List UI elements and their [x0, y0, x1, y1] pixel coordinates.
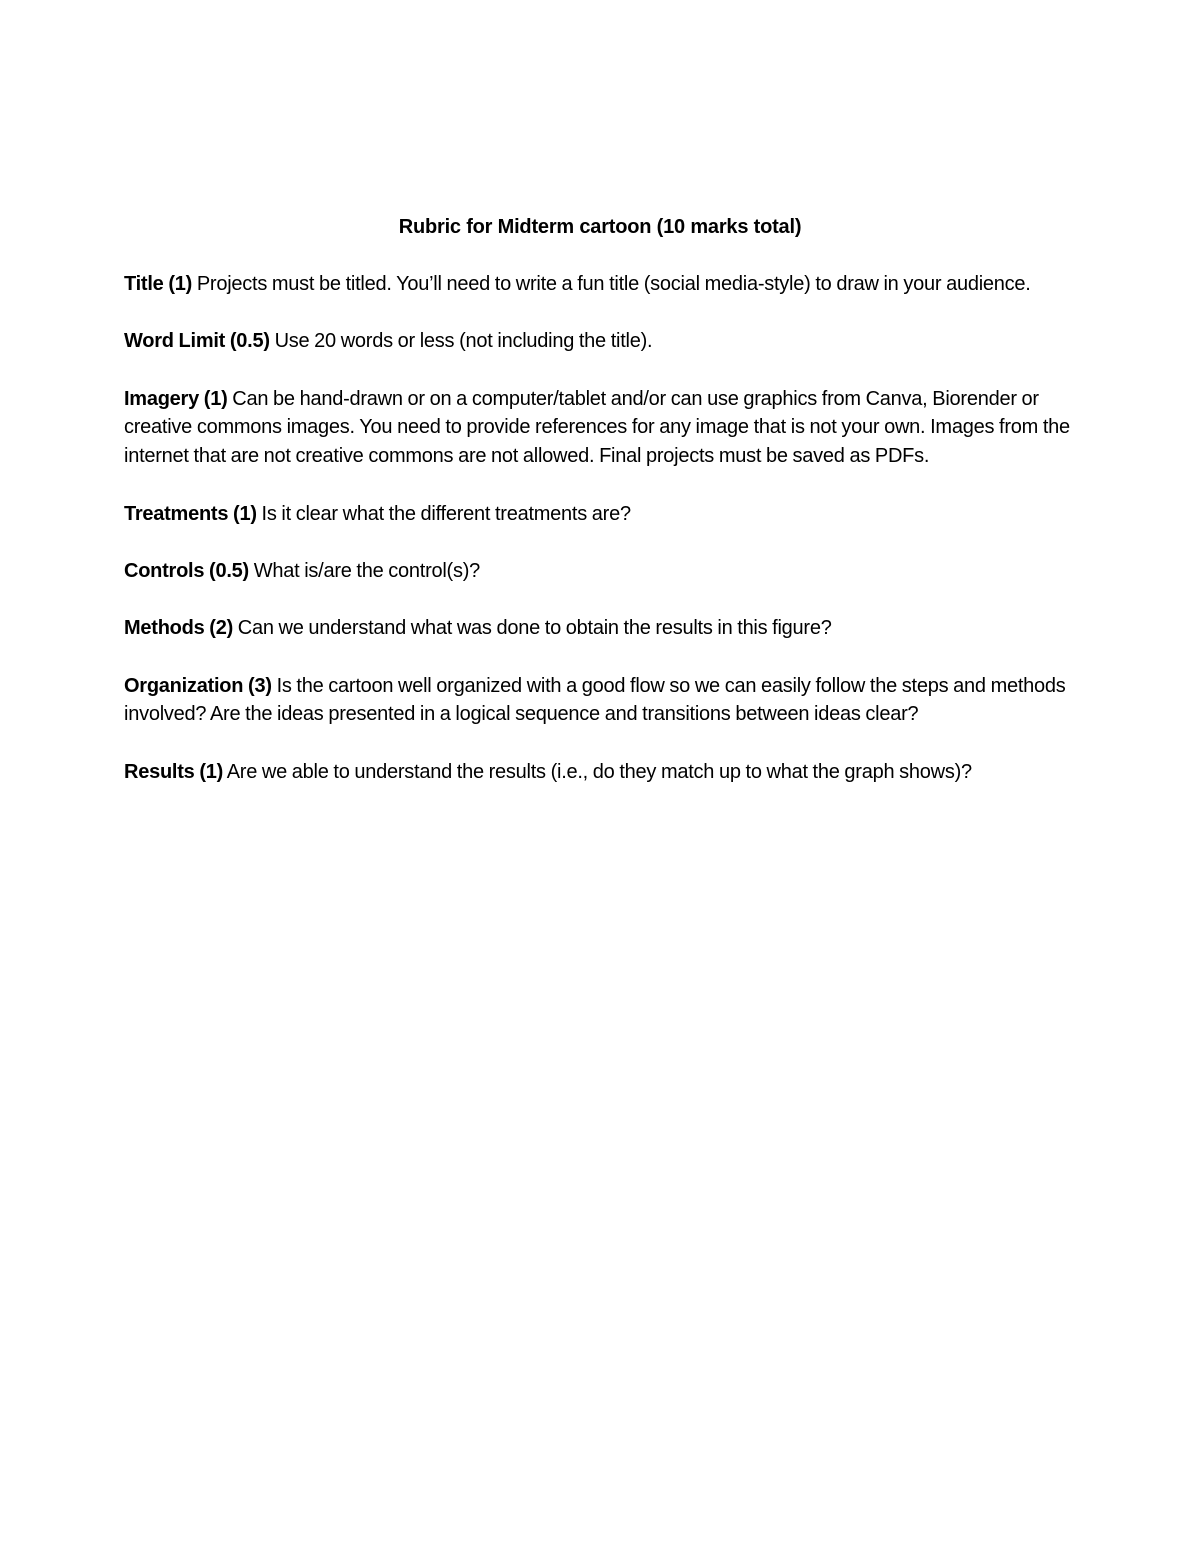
criterion-word-limit: [124, 327, 1074, 356]
document-title: Rubric for Midterm cartoon (10 marks total): [398, 216, 802, 238]
criterion-points: (1): [203, 387, 228, 410]
criterion-description: Is the cartoon well organized with a good flow so we can easily follow the steps and methods involved? Are the ideas presented in a logical sequence and transitions between ideas clear?: [124, 674, 1066, 726]
criterion-description: Can be hand-drawn or on a computer/tablet and/or can use graphics from Canva, Biorender or creative commons images. You need to provide references for any image that is not your own. Images from the internet that are not creative commons are not allowed. Final projects must be saved as PDFs.: [124, 387, 1070, 468]
criterion-title: [124, 270, 1074, 299]
criterion-imagery: [124, 385, 1074, 471]
rubric-criteria-list: [124, 270, 1074, 815]
criterion-points: (2): [209, 617, 233, 640]
criterion-points: (1): [199, 760, 224, 783]
criterion-treatments: [124, 500, 1074, 529]
criterion-name: Treatments: [124, 502, 229, 525]
criterion-description: Is it clear what the different treatments are?: [261, 502, 631, 525]
criterion-name: Controls: [124, 559, 205, 582]
criterion-description: Projects must be titled. You’ll need to write a fun title (social media-style) to draw in your audience.: [196, 273, 1031, 295]
criterion-points: (1): [168, 273, 193, 295]
criterion-controls: [124, 557, 1074, 586]
criterion-points: (0.5): [229, 330, 270, 353]
criterion-results: [124, 758, 1074, 787]
criterion-name: Results: [124, 760, 195, 783]
criterion-methods: [124, 614, 1074, 643]
criterion-description: Can we understand what was done to obtain the results in this figure?: [237, 617, 832, 640]
criterion-name: Organization: [124, 674, 244, 697]
criterion-points: (0.5): [209, 559, 249, 582]
criterion-name: Title: [124, 273, 164, 295]
criterion-description: Are we able to understand the results (i.e., do they match up to what the graph shows)?: [226, 760, 972, 783]
criterion-organization: [124, 672, 1074, 729]
criterion-name: Imagery: [124, 387, 199, 410]
criterion-points: (3): [248, 674, 272, 697]
criterion-points: (1): [233, 502, 257, 525]
criterion-description: Use 20 words or less (not including the title).: [274, 330, 653, 353]
criterion-name: Word Limit: [124, 330, 226, 353]
criterion-name: Methods: [124, 617, 205, 640]
criterion-description: What is/are the control(s)?: [253, 559, 480, 582]
